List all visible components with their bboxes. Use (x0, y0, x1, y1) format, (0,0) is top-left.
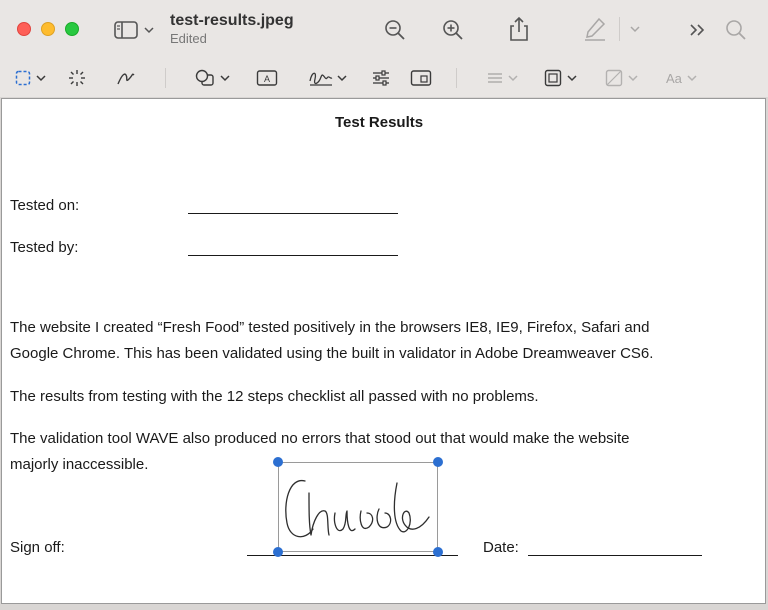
paragraph-browsers (10, 315, 750, 367)
instant-alpha-icon (68, 69, 86, 87)
selection-rect-icon (15, 70, 31, 86)
more-tools-button[interactable] (687, 19, 709, 41)
adjust-color-button[interactable] (372, 68, 390, 88)
sidebar-toggle-button[interactable] (112, 19, 156, 41)
shapes-tool-button[interactable] (195, 68, 230, 88)
chevron-down-icon (630, 25, 640, 33)
document-heading: Test Results (335, 114, 424, 131)
document-canvas (0, 97, 768, 610)
toolbar-divider (456, 68, 457, 88)
adjust-color-icon (372, 69, 390, 87)
chevron-down-icon (628, 74, 638, 82)
handwritten-signature (279, 463, 437, 551)
share-icon (509, 16, 529, 42)
toolbar-divider (619, 17, 620, 41)
share-button[interactable] (507, 15, 531, 43)
text-style-icon: Aa (666, 70, 682, 86)
chevron-down-icon (144, 26, 154, 34)
markup-toolbar (0, 60, 768, 96)
resize-handle-top-left[interactable] (273, 457, 283, 467)
paragraph-checklist: The results from testing with the 12 steps checklist all passed with no problems. (10, 388, 539, 405)
zoom-in-button[interactable] (441, 18, 465, 42)
sketch-icon (116, 69, 136, 87)
markup-pen-icon (583, 16, 607, 42)
tested-on-label: Tested on: (10, 197, 80, 214)
zoom-out-button[interactable] (383, 18, 407, 42)
signature-annotation[interactable] (278, 462, 438, 552)
border-color-button[interactable] (544, 68, 577, 88)
sign-off-label: Sign off: (10, 539, 65, 556)
more-icon (689, 23, 707, 37)
zoom-in-icon (442, 19, 464, 41)
document-title-block[interactable] (170, 12, 294, 46)
line-style-icon (487, 71, 503, 85)
sidebar-icon (114, 21, 138, 39)
zoom-window-button[interactable] (65, 22, 79, 36)
paragraph-line: The website I created “Fresh Food” tested positively in the browsers IE8, IE9, Firefox, Safari and (10, 319, 650, 336)
paragraph-line: Google Chrome. This has been validated using the built in validator in Adobe Dreamweaver CS6. (10, 345, 654, 362)
selection-tool-button[interactable] (15, 68, 46, 88)
svg-text:A: A (263, 74, 271, 84)
toolbar-divider (165, 68, 166, 88)
sketch-tool-button[interactable] (116, 68, 136, 88)
minimize-window-button[interactable] (41, 22, 55, 36)
date-label: Date: (483, 539, 519, 556)
paragraph-line: majorly inaccessible. (10, 456, 149, 473)
shapes-icon (195, 69, 215, 87)
markup-options-button[interactable] (628, 22, 642, 36)
sign-icon (308, 69, 334, 87)
border-color-icon (544, 69, 562, 87)
date-blank (528, 555, 702, 556)
resize-handle-bottom-right[interactable] (433, 547, 443, 557)
tested-by-blank (188, 255, 398, 256)
close-window-button[interactable] (17, 22, 31, 36)
chevron-down-icon (337, 74, 347, 82)
document-page (1, 98, 766, 604)
chevron-down-icon (687, 74, 697, 82)
zoom-out-icon (384, 19, 406, 41)
page-layout-button[interactable] (410, 68, 432, 88)
resize-handle-top-right[interactable] (433, 457, 443, 467)
chevron-down-icon (36, 74, 46, 82)
text-box-icon (256, 69, 278, 87)
chevron-down-icon (567, 74, 577, 82)
line-style-button[interactable] (487, 68, 518, 88)
resize-handle-bottom-left[interactable] (273, 547, 283, 557)
tested-by-label: Tested by: (10, 239, 79, 256)
instant-alpha-button[interactable] (68, 68, 86, 88)
sign-tool-button[interactable] (308, 68, 347, 88)
page-layout-icon (410, 69, 432, 87)
title-bar (0, 0, 768, 58)
search-button[interactable] (724, 18, 748, 42)
text-style-button[interactable] (666, 68, 697, 88)
search-icon (725, 19, 747, 41)
fill-color-icon (605, 69, 623, 87)
text-tool-button[interactable] (256, 68, 278, 88)
chevron-down-icon (508, 74, 518, 82)
paragraph-line: The validation tool WAVE also produced no errors that stood out that would make the website (10, 430, 630, 447)
chevron-down-icon (220, 74, 230, 82)
document-title: test-results.jpeg (170, 12, 294, 29)
tested-on-blank (188, 213, 398, 214)
document-status: Edited (170, 31, 207, 46)
fill-color-button[interactable] (605, 68, 638, 88)
markup-button[interactable] (582, 15, 608, 43)
